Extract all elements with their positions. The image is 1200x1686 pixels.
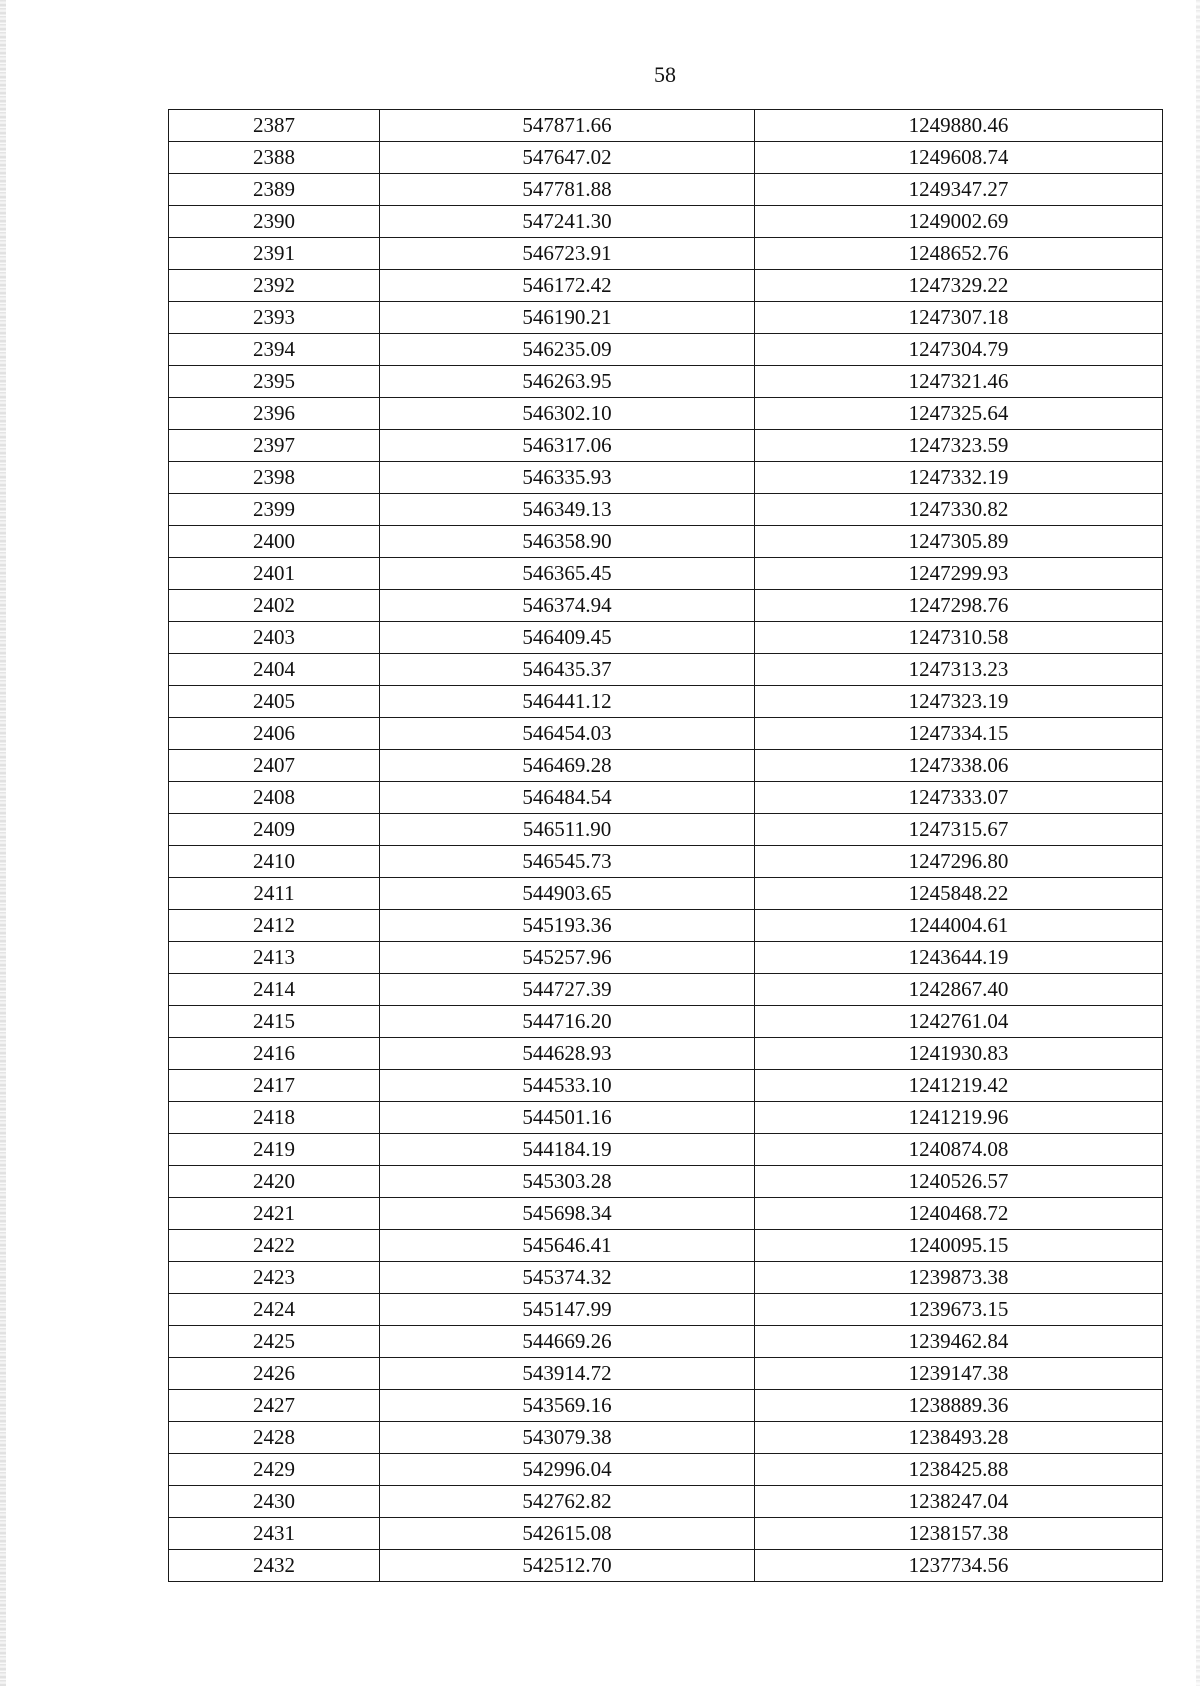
table-row xyxy=(169,302,1163,334)
x-coordinate-cell: 543569.16 xyxy=(380,1390,755,1422)
y-coordinate-cell: 1247325.64 xyxy=(755,398,1163,430)
point-number-cell: 2419 xyxy=(169,1134,380,1166)
table-row xyxy=(169,1262,1163,1294)
point-number-cell: 2428 xyxy=(169,1422,380,1454)
y-coordinate-cell: 1237734.56 xyxy=(755,1550,1163,1582)
x-coordinate-cell: 545303.28 xyxy=(380,1166,755,1198)
point-number-cell: 2421 xyxy=(169,1198,380,1230)
point-number-cell: 2413 xyxy=(169,942,380,974)
point-number-cell: 2407 xyxy=(169,750,380,782)
table-row xyxy=(169,430,1163,462)
point-number-cell: 2408 xyxy=(169,782,380,814)
table-row xyxy=(169,1550,1163,1582)
table-row xyxy=(169,270,1163,302)
table-row xyxy=(169,846,1163,878)
table-row xyxy=(169,1454,1163,1486)
point-number-cell: 2432 xyxy=(169,1550,380,1582)
table-row xyxy=(169,1326,1163,1358)
table-row xyxy=(169,686,1163,718)
table-row xyxy=(169,878,1163,910)
x-coordinate-cell: 545646.41 xyxy=(380,1230,755,1262)
point-number-cell: 2388 xyxy=(169,142,380,174)
point-number-cell: 2395 xyxy=(169,366,380,398)
x-coordinate-cell: 545698.34 xyxy=(380,1198,755,1230)
x-coordinate-cell: 546545.73 xyxy=(380,846,755,878)
y-coordinate-cell: 1242761.04 xyxy=(755,1006,1163,1038)
x-coordinate-cell: 547781.88 xyxy=(380,174,755,206)
table-row xyxy=(169,1390,1163,1422)
table-row xyxy=(169,174,1163,206)
x-coordinate-cell: 544184.19 xyxy=(380,1134,755,1166)
x-coordinate-cell: 546723.91 xyxy=(380,238,755,270)
point-number-cell: 2425 xyxy=(169,1326,380,1358)
x-coordinate-cell: 546374.94 xyxy=(380,590,755,622)
y-coordinate-cell: 1247329.22 xyxy=(755,270,1163,302)
point-number-cell: 2396 xyxy=(169,398,380,430)
table-row xyxy=(169,238,1163,270)
x-coordinate-cell: 542615.08 xyxy=(380,1518,755,1550)
x-coordinate-cell: 544716.20 xyxy=(380,1006,755,1038)
y-coordinate-cell: 1247310.58 xyxy=(755,622,1163,654)
point-number-cell: 2387 xyxy=(169,110,380,142)
table-row xyxy=(169,1230,1163,1262)
x-coordinate-cell: 542762.82 xyxy=(380,1486,755,1518)
y-coordinate-cell: 1241219.42 xyxy=(755,1070,1163,1102)
y-coordinate-cell: 1240468.72 xyxy=(755,1198,1163,1230)
point-number-cell: 2389 xyxy=(169,174,380,206)
y-coordinate-cell: 1238247.04 xyxy=(755,1486,1163,1518)
table-row xyxy=(169,494,1163,526)
y-coordinate-cell: 1247304.79 xyxy=(755,334,1163,366)
x-coordinate-cell: 545374.32 xyxy=(380,1262,755,1294)
y-coordinate-cell: 1240874.08 xyxy=(755,1134,1163,1166)
point-number-cell: 2398 xyxy=(169,462,380,494)
table-row xyxy=(169,1422,1163,1454)
table-row xyxy=(169,334,1163,366)
point-number-cell: 2392 xyxy=(169,270,380,302)
x-coordinate-cell: 545147.99 xyxy=(380,1294,755,1326)
x-coordinate-cell: 545193.36 xyxy=(380,910,755,942)
table-row xyxy=(169,110,1163,142)
x-coordinate-cell: 543079.38 xyxy=(380,1422,755,1454)
x-coordinate-cell: 545257.96 xyxy=(380,942,755,974)
y-coordinate-cell: 1247298.76 xyxy=(755,590,1163,622)
y-coordinate-cell: 1238493.28 xyxy=(755,1422,1163,1454)
point-number-cell: 2416 xyxy=(169,1038,380,1070)
x-coordinate-cell: 546511.90 xyxy=(380,814,755,846)
table-row xyxy=(169,1006,1163,1038)
y-coordinate-cell: 1240095.15 xyxy=(755,1230,1163,1262)
y-coordinate-cell: 1239873.38 xyxy=(755,1262,1163,1294)
table-row xyxy=(169,462,1163,494)
x-coordinate-cell: 544903.65 xyxy=(380,878,755,910)
y-coordinate-cell: 1247315.67 xyxy=(755,814,1163,846)
table-row xyxy=(169,1518,1163,1550)
x-coordinate-cell: 546469.28 xyxy=(380,750,755,782)
y-coordinate-cell: 1247333.07 xyxy=(755,782,1163,814)
point-number-cell: 2391 xyxy=(169,238,380,270)
y-coordinate-cell: 1247338.06 xyxy=(755,750,1163,782)
x-coordinate-cell: 546349.13 xyxy=(380,494,755,526)
point-number-cell: 2409 xyxy=(169,814,380,846)
table-row xyxy=(169,1166,1163,1198)
y-coordinate-cell: 1245848.22 xyxy=(755,878,1163,910)
point-number-cell: 2397 xyxy=(169,430,380,462)
x-coordinate-cell: 546317.06 xyxy=(380,430,755,462)
y-coordinate-cell: 1247321.46 xyxy=(755,366,1163,398)
x-coordinate-cell: 543914.72 xyxy=(380,1358,755,1390)
y-coordinate-cell: 1244004.61 xyxy=(755,910,1163,942)
y-coordinate-cell: 1242867.40 xyxy=(755,974,1163,1006)
x-coordinate-cell: 546190.21 xyxy=(380,302,755,334)
table-row xyxy=(169,1358,1163,1390)
y-coordinate-cell: 1249002.69 xyxy=(755,206,1163,238)
y-coordinate-cell: 1247307.18 xyxy=(755,302,1163,334)
y-coordinate-cell: 1239673.15 xyxy=(755,1294,1163,1326)
table-row xyxy=(169,814,1163,846)
point-number-cell: 2404 xyxy=(169,654,380,686)
table-row xyxy=(169,206,1163,238)
point-number-cell: 2401 xyxy=(169,558,380,590)
table-row xyxy=(169,1102,1163,1134)
point-number-cell: 2412 xyxy=(169,910,380,942)
point-number-cell: 2403 xyxy=(169,622,380,654)
coordinates-table xyxy=(168,109,1163,1582)
point-number-cell: 2411 xyxy=(169,878,380,910)
table-row xyxy=(169,750,1163,782)
point-number-cell: 2426 xyxy=(169,1358,380,1390)
y-coordinate-cell: 1238425.88 xyxy=(755,1454,1163,1486)
y-coordinate-cell: 1238889.36 xyxy=(755,1390,1163,1422)
y-coordinate-cell: 1243644.19 xyxy=(755,942,1163,974)
x-coordinate-cell: 546335.93 xyxy=(380,462,755,494)
y-coordinate-cell: 1247299.93 xyxy=(755,558,1163,590)
page-number: 58 xyxy=(654,62,676,87)
x-coordinate-cell: 547241.30 xyxy=(380,206,755,238)
x-coordinate-cell: 544628.93 xyxy=(380,1038,755,1070)
scan-edge-left xyxy=(0,0,6,1686)
x-coordinate-cell: 546484.54 xyxy=(380,782,755,814)
table-row xyxy=(169,558,1163,590)
y-coordinate-cell: 1249608.74 xyxy=(755,142,1163,174)
table-row xyxy=(169,1134,1163,1166)
x-coordinate-cell: 546441.12 xyxy=(380,686,755,718)
x-coordinate-cell: 544501.16 xyxy=(380,1102,755,1134)
point-number-cell: 2418 xyxy=(169,1102,380,1134)
table-row xyxy=(169,142,1163,174)
y-coordinate-cell: 1247305.89 xyxy=(755,526,1163,558)
x-coordinate-cell: 546365.45 xyxy=(380,558,755,590)
point-number-cell: 2393 xyxy=(169,302,380,334)
y-coordinate-cell: 1249347.27 xyxy=(755,174,1163,206)
point-number-cell: 2431 xyxy=(169,1518,380,1550)
point-number-cell: 2390 xyxy=(169,206,380,238)
table-row xyxy=(169,1198,1163,1230)
table-row xyxy=(169,590,1163,622)
point-number-cell: 2415 xyxy=(169,1006,380,1038)
y-coordinate-cell: 1241930.83 xyxy=(755,1038,1163,1070)
y-coordinate-cell: 1247323.19 xyxy=(755,686,1163,718)
x-coordinate-cell: 546263.95 xyxy=(380,366,755,398)
y-coordinate-cell: 1247313.23 xyxy=(755,654,1163,686)
table-row xyxy=(169,1038,1163,1070)
point-number-cell: 2420 xyxy=(169,1166,380,1198)
x-coordinate-cell: 546235.09 xyxy=(380,334,755,366)
point-number-cell: 2424 xyxy=(169,1294,380,1326)
point-number-cell: 2429 xyxy=(169,1454,380,1486)
y-coordinate-cell: 1247330.82 xyxy=(755,494,1163,526)
point-number-cell: 2422 xyxy=(169,1230,380,1262)
x-coordinate-cell: 546172.42 xyxy=(380,270,755,302)
table-row xyxy=(169,622,1163,654)
x-coordinate-cell: 542512.70 xyxy=(380,1550,755,1582)
point-number-cell: 2394 xyxy=(169,334,380,366)
table-row xyxy=(169,974,1163,1006)
x-coordinate-cell: 546358.90 xyxy=(380,526,755,558)
x-coordinate-cell: 542996.04 xyxy=(380,1454,755,1486)
point-number-cell: 2417 xyxy=(169,1070,380,1102)
y-coordinate-cell: 1247296.80 xyxy=(755,846,1163,878)
coordinates-table-body xyxy=(169,110,1163,1582)
point-number-cell: 2406 xyxy=(169,718,380,750)
point-number-cell: 2405 xyxy=(169,686,380,718)
point-number-cell: 2410 xyxy=(169,846,380,878)
point-number-cell: 2414 xyxy=(169,974,380,1006)
y-coordinate-cell: 1249880.46 xyxy=(755,110,1163,142)
point-number-cell: 2423 xyxy=(169,1262,380,1294)
y-coordinate-cell: 1247323.59 xyxy=(755,430,1163,462)
table-row xyxy=(169,1070,1163,1102)
y-coordinate-cell: 1247332.19 xyxy=(755,462,1163,494)
scan-edge-right xyxy=(1196,0,1200,1686)
x-coordinate-cell: 546454.03 xyxy=(380,718,755,750)
table-row xyxy=(169,1294,1163,1326)
x-coordinate-cell: 546302.10 xyxy=(380,398,755,430)
y-coordinate-cell: 1239462.84 xyxy=(755,1326,1163,1358)
y-coordinate-cell: 1241219.96 xyxy=(755,1102,1163,1134)
table-row xyxy=(169,718,1163,750)
point-number-cell: 2400 xyxy=(169,526,380,558)
table-row xyxy=(169,526,1163,558)
x-coordinate-cell: 546435.37 xyxy=(380,654,755,686)
x-coordinate-cell: 544533.10 xyxy=(380,1070,755,1102)
x-coordinate-cell: 547871.66 xyxy=(380,110,755,142)
y-coordinate-cell: 1238157.38 xyxy=(755,1518,1163,1550)
table-row xyxy=(169,910,1163,942)
point-number-cell: 2427 xyxy=(169,1390,380,1422)
y-coordinate-cell: 1240526.57 xyxy=(755,1166,1163,1198)
table-row xyxy=(169,1486,1163,1518)
x-coordinate-cell: 544669.26 xyxy=(380,1326,755,1358)
point-number-cell: 2399 xyxy=(169,494,380,526)
table-row xyxy=(169,782,1163,814)
y-coordinate-cell: 1248652.76 xyxy=(755,238,1163,270)
x-coordinate-cell: 544727.39 xyxy=(380,974,755,1006)
table-row xyxy=(169,942,1163,974)
table-row xyxy=(169,398,1163,430)
point-number-cell: 2430 xyxy=(169,1486,380,1518)
y-coordinate-cell: 1247334.15 xyxy=(755,718,1163,750)
table-row xyxy=(169,654,1163,686)
point-number-cell: 2402 xyxy=(169,590,380,622)
x-coordinate-cell: 546409.45 xyxy=(380,622,755,654)
y-coordinate-cell: 1239147.38 xyxy=(755,1358,1163,1390)
x-coordinate-cell: 547647.02 xyxy=(380,142,755,174)
table-row xyxy=(169,366,1163,398)
